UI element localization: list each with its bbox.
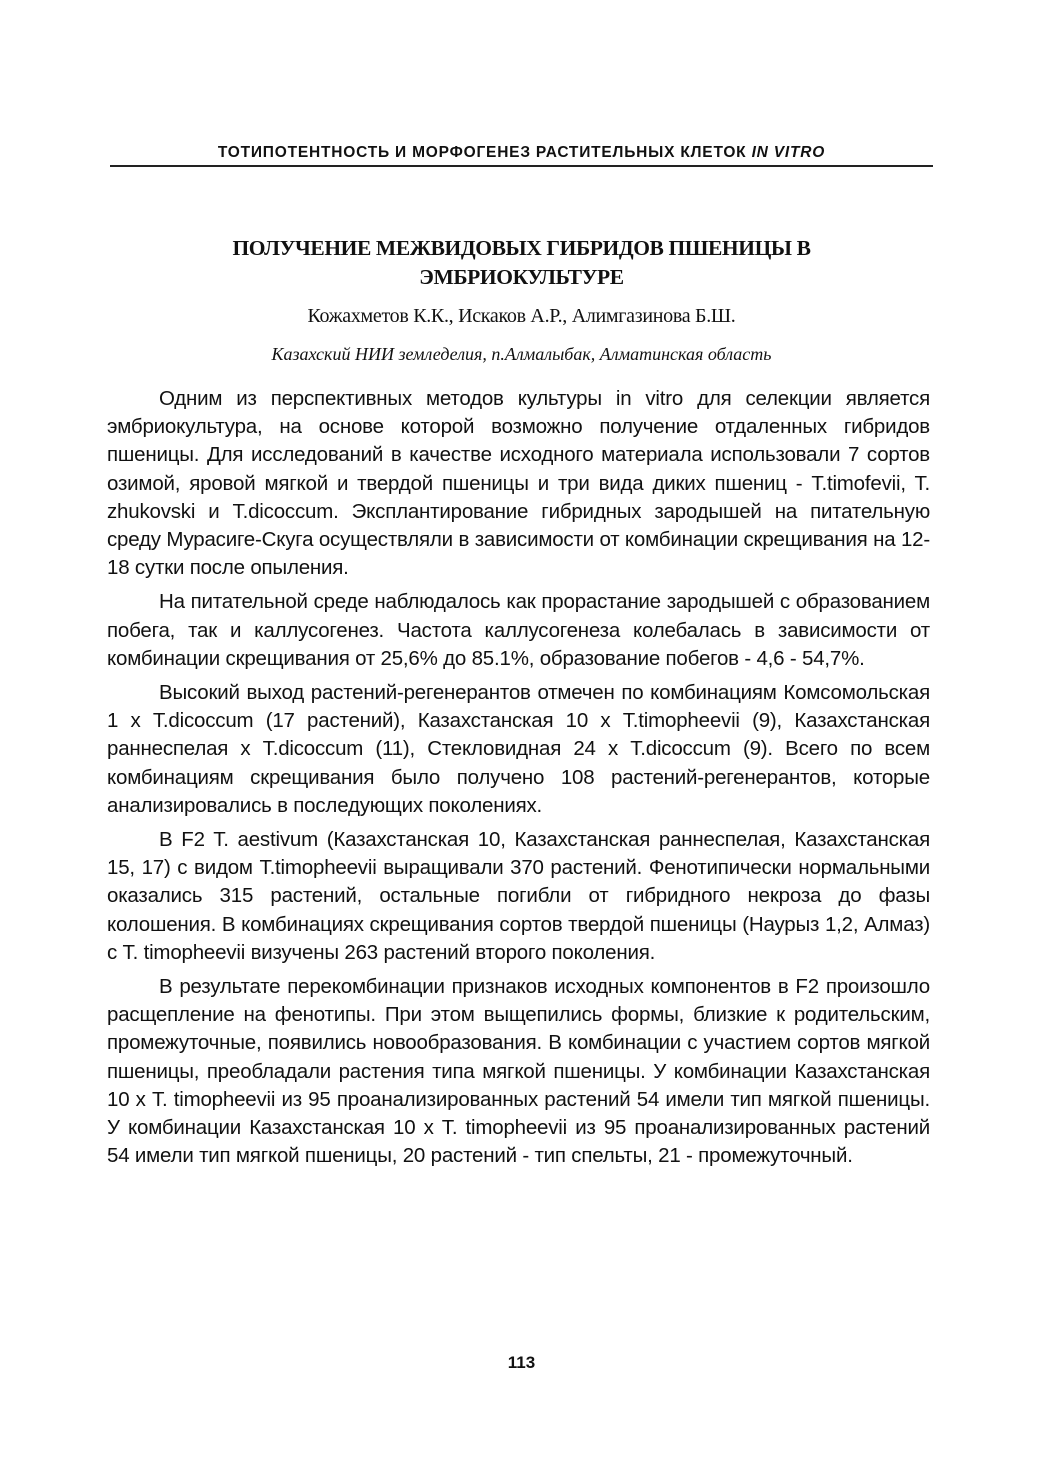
running-header-title: ТОТИПОТЕНТНОСТЬ И МОРФОГЕНЕЗ РАСТИТЕЛЬНЫХ КЛЕТОК	[217, 144, 747, 161]
article-body	[107, 385, 930, 1176]
article-title-line-2: ЭМБРИОКУЛЬТУРЕ	[419, 265, 624, 289]
paragraph: В F2 T. aestivum (Казахстанская 10, Казахстанская раннеспелая, Казахстанская 15, 17) с видом T.timopheevii выращивали 370 растений. Фенотипически нормальными оказались 315 растений, остальные погибли от гибридного некроза до фазы колошения. В комбинациях скрещивания сортов твердой пшеницы (Наурыз 1,2, Алмаз) с T. timopheevii визучены 263 растений второго поколения.	[107, 828, 930, 964]
page-number: 113	[507, 1353, 536, 1372]
paragraph: В результате перекомбинации признаков исходных компонентов в F2 произошло расщепление на фенотипы. При этом выщепились формы, близкие к родительским, промежуточные, появились новообразования. В комбинации с участием сортов мягкой пшеницы, преобладали растения типа мягкой пшеницы. У комбинации Казахстанская 10 х T. timopheevii из 95 проанализированных растений 54 имели тип мягкой пшеницы. У комбинации Казахстанская 10 х T. timopheevii из 95 проанализированных растений 54 имели тип мягкой пшеницы, 20 растений - тип спельты, 21 - промежуточный.	[107, 975, 930, 1168]
running-header-italic: IN VITRO	[751, 144, 826, 161]
running-header	[110, 144, 933, 167]
article-title	[110, 234, 933, 292]
article-title-line-1: ПОЛУЧЕНИЕ МЕЖВИДОВЫХ ГИБРИДОВ ПШЕНИЦЫ В	[232, 236, 811, 260]
paragraph: Одним из перспективных методов культуры in vitro для селекции является эмбриокультура, на основе которой возможно получение отдаленных гибридов пшеницы. Для исследований в качестве исходного материала использовали 7 сортов озимой, яровой мягкой и твердой пшеницы и три вида диких пшениц - T.timofevii, T. zhukovski и T.dicoccum. Эксплантирование гибридных зародышей на питательную среду Мурасиге-Скуга осуществляли в зависимости от комбинации скрещивания на 12-18 сутки после опыления.	[107, 387, 930, 580]
article-authors: Кожахметов К.К., Искаков А.Р., Алимгазинова Б.Ш.	[307, 305, 736, 327]
paragraph: Высокий выход растений-регенерантов отмечен по комбинациям Комсомольская 1 х T.dicoccum (17 растений), Казахстанская 10 х T.timopheevii (9), Казахстанская раннеспелая х T.dicoccum (11), Стекловидная 24 х T.dicoccum (9). Всего по всем комбинациям скрещивания было получено 108 растений-регенерантов, которые анализировались в последующих поколениях.	[107, 681, 930, 817]
paragraph: На питательной среде наблюдалось как прорастание зародышей с образованием побега, так и каллусогенез. Частота каллусогенеза колебалась в зависимости от комбинации скрещивания от 25,6% до 85.1%, образование побегов - 4,6 - 54,7%.	[107, 590, 930, 670]
article-affiliation: Казахский НИИ земледелия, п.Алмалыбак, Алматинская область	[271, 344, 772, 364]
